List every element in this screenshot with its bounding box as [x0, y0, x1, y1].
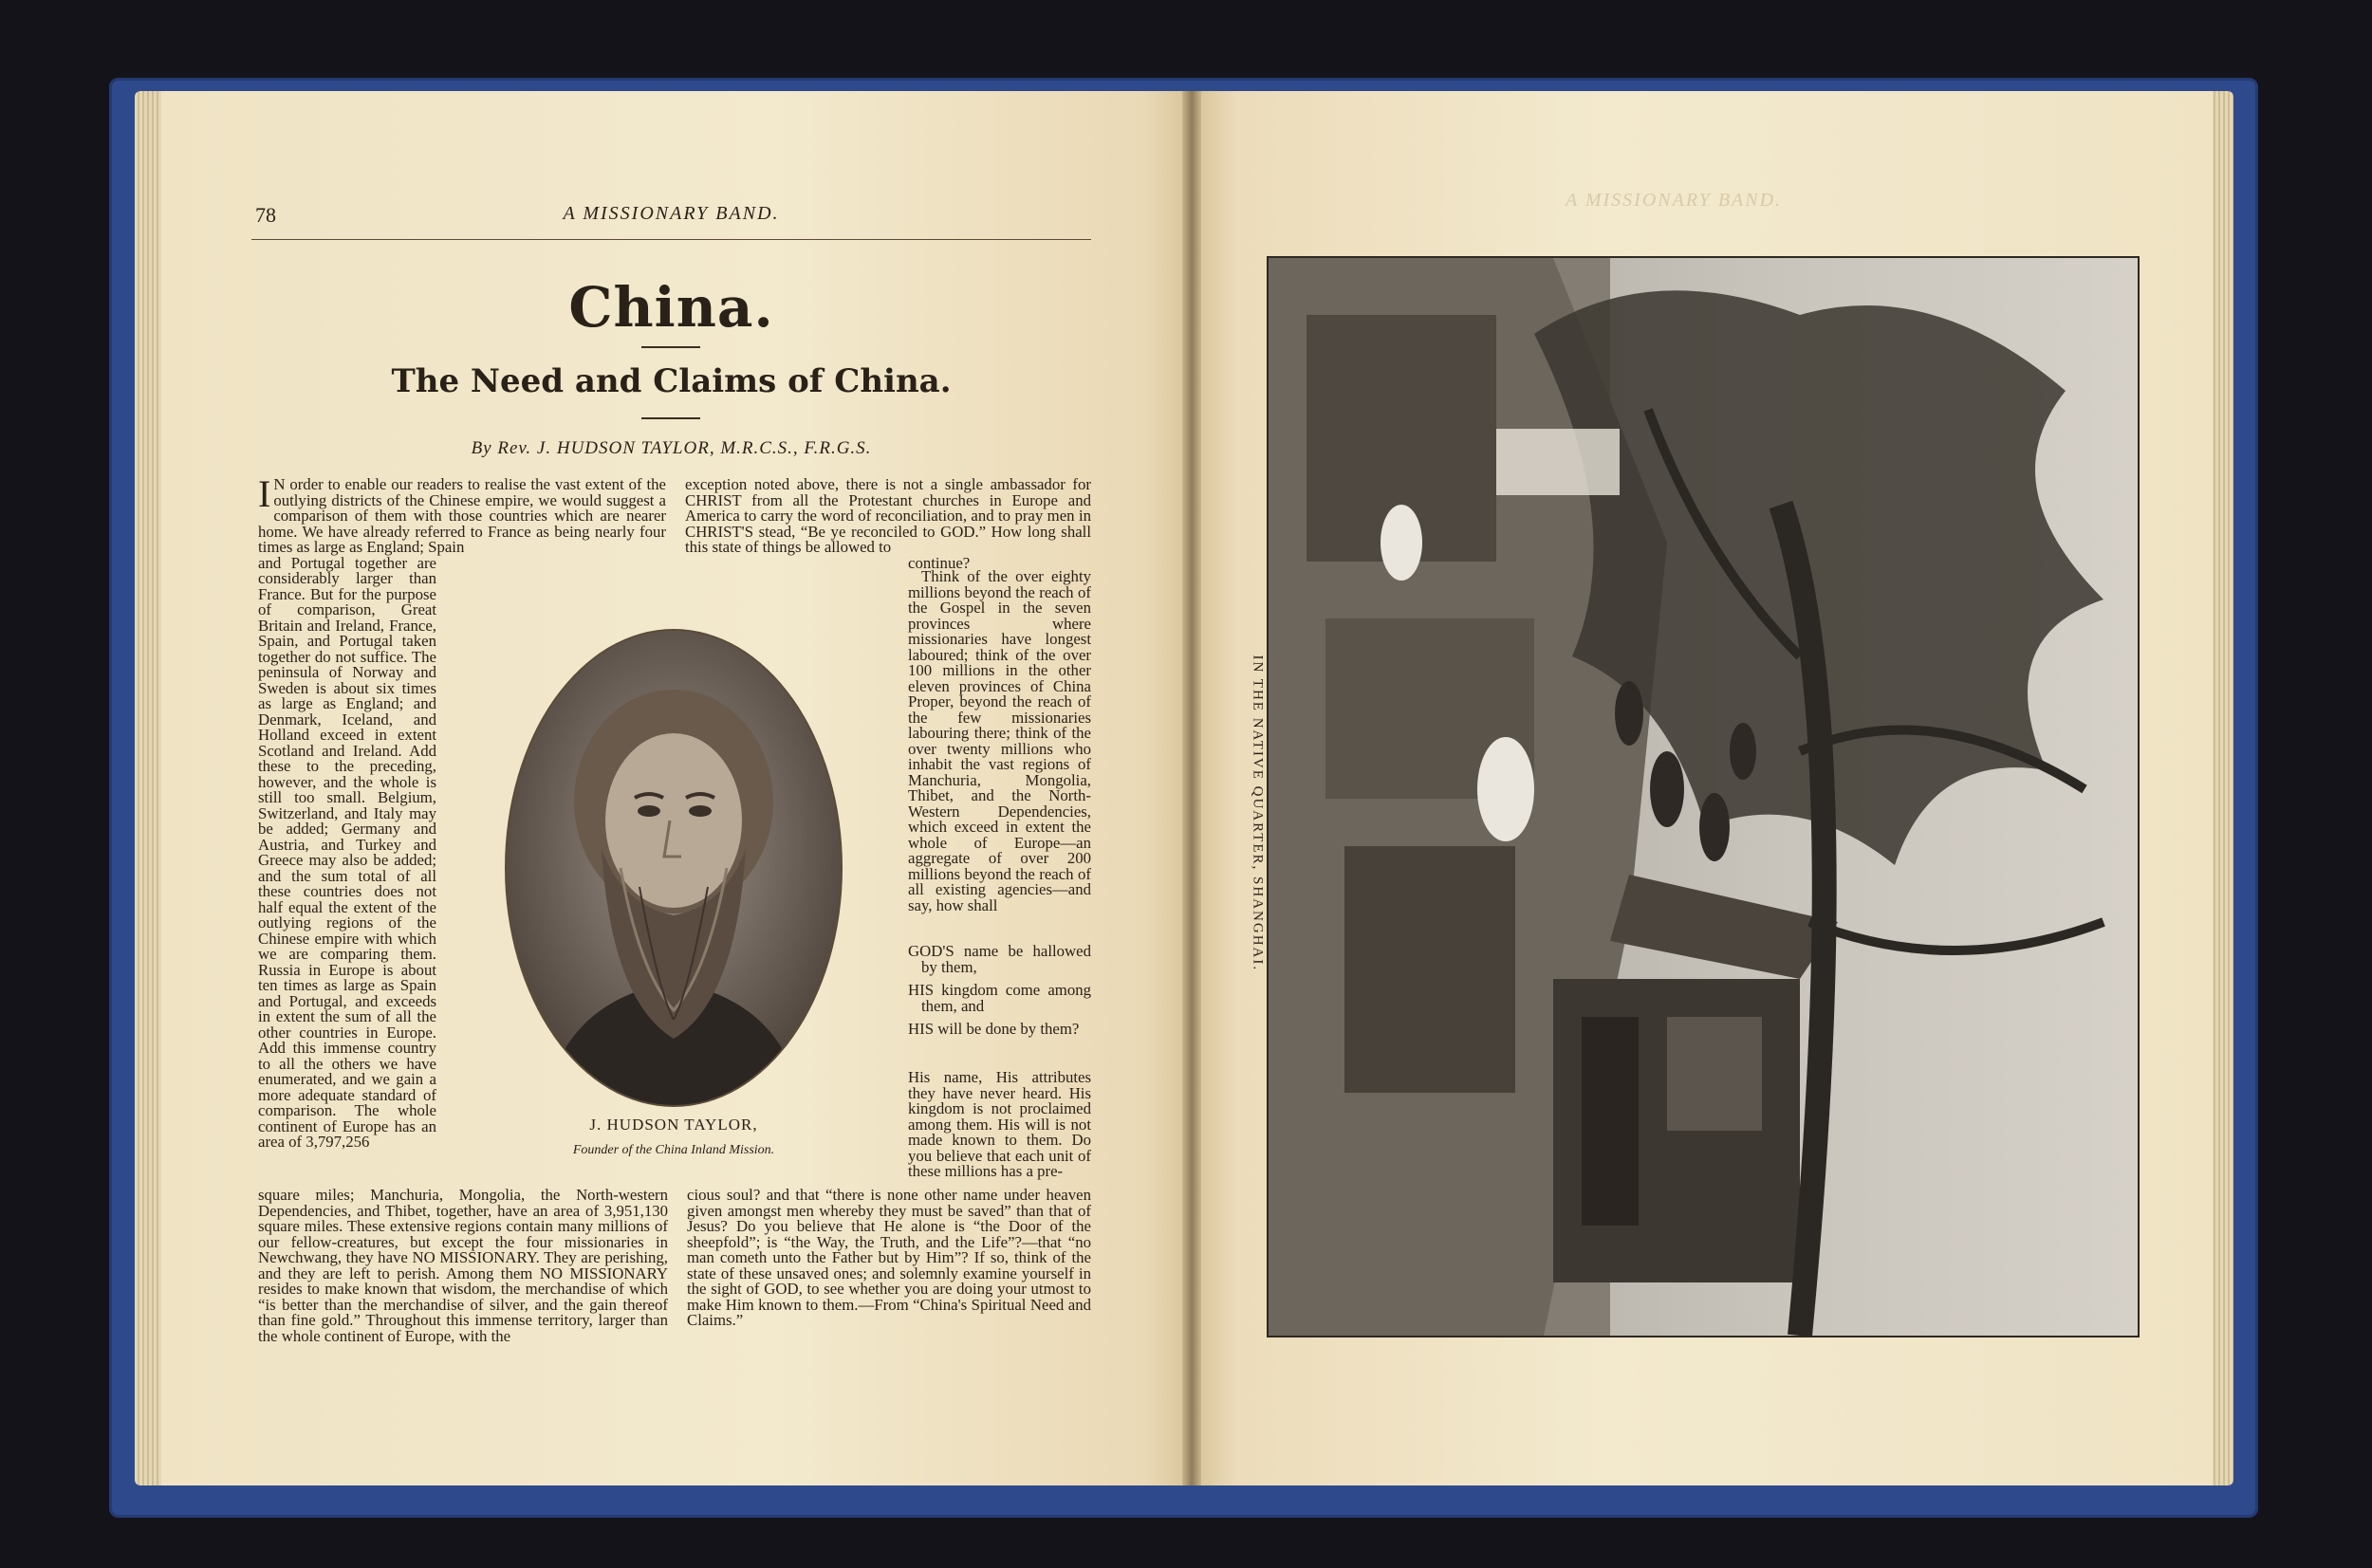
column-two-after [908, 1070, 1091, 1180]
byline: By Rev. J. HUDSON TAYLOR, M.R.C.S., F.R.G.S. [471, 438, 872, 458]
col2-continue: continue? [908, 553, 971, 572]
column-two-top [685, 477, 1091, 571]
portrait-caption-sub: Founder of the China Inland Mission. [572, 1143, 775, 1157]
petition-item: HIS kingdom come among them, and [908, 981, 1091, 1015]
running-title: A MISSIONARY BAND. [563, 203, 780, 224]
col2-top-text: exception noted above, there is not a single ambassador for CHRIST from all the Protestant churches in Europe and America to carry the word of reconciliation, and to pray men in CHRIST'S stead, “Be ye reconciled to GOD.” How long shall this state of things be allowed to [685, 475, 1091, 556]
petitions-list [908, 944, 1091, 1045]
col2-after-text: His name, His attributes they have never heard. His kingdom is not proclaimed among them. His will is not made known to them. Do you believe that each unit of these millions has a pre- [908, 1068, 1091, 1180]
article-subtitle: The Need and Claims of China. [391, 362, 952, 400]
show-through-text: A MISSIONARY BAND. [1566, 190, 1783, 211]
street-photograph [1267, 256, 2140, 1337]
petition-item: HIS will be done by them? [908, 1020, 1080, 1038]
intro-narrow: and Portugal together are considerably larger than France. But for the purpose of comparison, Great Britain and Ireland, France, Spain, and Portugal taken together do not suffice. The peninsula of Norway and Sweden is about six times as large as England; and Denmark, Iceland, and Holland exceed in extent Scotland and Ireland. Add these to the preceding, however, and the whole is still too small. Belgium, Switzerland, and Italy may be added; Germany and Austria, and Turkey and Greece may also be added; and the sum total of all these countries does not half equal the extent of the outlying regions of the Chinese empire with which we are comparing them. Russia in Europe is about ten times as large as Spain and Portugal, and exceeds in extent the sum of all the other countries in Europe. Add this immense country to all the others we have enumerated, and we gain a more adequate standard of comparison. The whole continent of Europe has an area of 3,797,256 [258, 553, 436, 1151]
book-gutter [1182, 91, 1201, 1485]
drop-cap: I [258, 472, 271, 515]
street-scene-illustration [1269, 258, 2138, 1336]
col2-narrow-text: Think of the over eighty millions beyond the reach of the Gospel in the seven provinces where missionaries have longest laboured; think of the over 100 millions in the other eleven provinces of China Proper, beyond the reach of the few missionaries labouring there; think of the over twenty millions who inhabit the vast regions of Manchuria, Mongolia, Thibet, and the North-Western Dependencies, which exceed in extent the whole of Europe—an aggregate of over 200 millions beyond the reach of all existing agencies—and say, how shall [908, 567, 1091, 914]
article-title: China. [568, 275, 774, 340]
title-rule [641, 346, 700, 348]
subtitle-rule [641, 417, 700, 419]
col1-bottom-text: square miles; Manchuria, Mongolia, the North-western Dependencies, and Thibet, together, have an area of 3,951,130 square miles. These extensive regions contain many millions of our fellow-creatures, but except the four missionaries in Newchwang, they have NO MISSIONARY. They are perishing, and they are left to perish. Among them NO MISSIONARY resides to make known that wisdom, the merchandise of which “is better than the merchandise of silver, and the gain thereof than fine gold.” Throughout this immense territory, larger than the whole continent of Europe, with the [258, 1186, 668, 1345]
photo-caption [1238, 655, 1267, 972]
column-one-bottom [258, 1188, 668, 1344]
page-number: 78 [255, 203, 276, 227]
portrait-illustration [507, 631, 841, 1105]
running-head [251, 201, 1091, 240]
column-two-narrow [908, 569, 1091, 913]
portrait-caption-name: J. HUDSON TAYLOR, [589, 1116, 758, 1134]
portrait-image [505, 629, 843, 1107]
photo-caption-text: IN THE NATIVE QUARTER, SHANGHAI. [1250, 655, 1266, 972]
column-two-bottom [687, 1188, 1091, 1329]
col2-bottom-text: cious soul? and that “there is none other name under heaven given amongst men whereby they must be saved” than that of Jesus? Do you believe that He alone is “the Door of the sheepfold”; is “the Way, the Truth, and the Life”?—that “no man cometh unto the Father but by Him”? If so, think of the state of these unsaved ones; and solemnly examine yourself in the sight of GOD, to see whether you are doing your utmost to make Him known to them.—From “China's Spiritual Need and Claims.” [687, 1186, 1091, 1329]
petition-item: GOD'S name be hallowed by them, [908, 942, 1091, 976]
intro-first: N order to enable our readers to realise the vast extent of the outlying districts of the Chinese empire, we would suggest a comparison of them with those countries which are nearer home. We have already referred to France as being nearly four times as large as England; Spain [258, 475, 666, 556]
